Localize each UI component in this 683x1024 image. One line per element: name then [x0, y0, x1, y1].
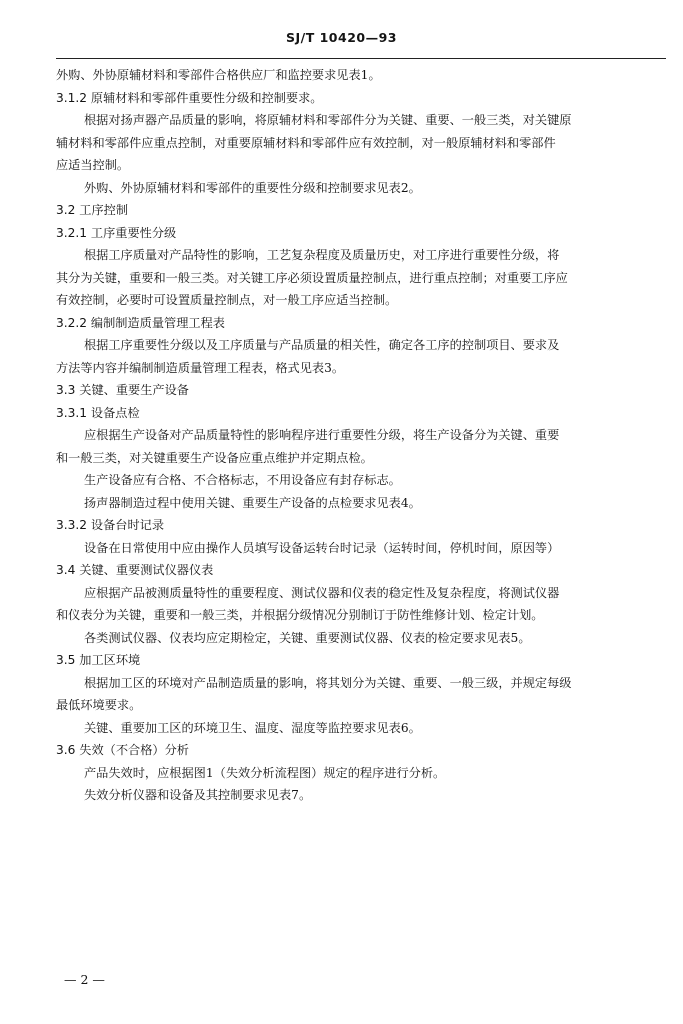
section-heading: 3.6 失效（不合格）分析	[56, 743, 189, 757]
section-heading: 3.1.2 原辅材料和零部件重要性分级和控制要求。	[56, 90, 323, 105]
section-heading: 3.3.2 设备台时记录	[56, 518, 165, 532]
body-text-line: 和仪表分为关键，重要和一般三类，并根据分级情况分别制订于防性维修计划、检定计划。	[56, 608, 544, 622]
section-heading: 3.5 加工区环境	[56, 653, 141, 667]
page-header: SJ/T 10420—93	[286, 30, 397, 45]
paragraph-first-line: 根据工序重要性分级以及工序质量与产品质量的相关性，确定各工序的控制项目、要求及	[84, 338, 560, 352]
paragraph-first-line: 根据工序质量对产品特性的影响，工艺复杂程度及质量历史，对工序进行重要性分级，将	[84, 248, 560, 262]
paragraph-first-line: 产品失效时，应根据图1（失效分析流程图）规定的程序进行分析。	[84, 765, 446, 780]
paragraph-first-line: 根据对扬声器产品质量的影响，将原辅材料和零部件分为关键、重要、一般三类，对关键原	[84, 113, 572, 127]
body-text-line: 最低环境要求。	[56, 698, 142, 712]
section-heading: 3.2 工序控制	[56, 203, 129, 217]
paragraph-first-line: 根据加工区的环境对产品制造质量的影响，将其划分为关键、重要、一般三级，并规定每级	[84, 675, 572, 690]
body-text-line: 其分为关键，重要和一般三类。对关键工序必须设置质量控制点，进行重点控制；对重要工序应	[56, 270, 568, 285]
header-rule	[56, 58, 666, 59]
body-text-line: 有效控制，必要时可设置质量控制点，对一般工序应适当控制。	[56, 293, 398, 307]
paragraph-first-line: 扬声器制造过程中使用关键、重要生产设备的点检要求见表4。	[84, 495, 421, 510]
body-text-line: 和一般三类，对关键重要生产设备应重点维护并定期点检。	[56, 450, 373, 465]
section-heading: 3.3.1 设备点检	[56, 405, 140, 420]
paragraph-first-line: 应根据生产设备对产品质量特性的影响程序进行重要性分级，将生产设备分为关键、重要	[84, 428, 560, 442]
section-heading: 3.3 关键、重要生产设备	[56, 383, 189, 397]
paragraph-first-line: 外购、外协原辅材料和零部件的重要性分级和控制要求见表2。	[84, 180, 421, 195]
body-text-line: 方法等内容并编制制造质量管理工程表，格式见表3。	[56, 360, 345, 375]
section-heading: 3.2.2 编制制造质量管理工程表	[56, 315, 225, 330]
body-text-line: 应适当控制。	[56, 158, 130, 172]
body-text-line: 辅材料和零部件应重点控制，对重要原辅材料和零部件应有效控制，对一般原辅材料和零部件	[56, 135, 556, 150]
paragraph-first-line: 应根据产品被测质量特性的重要程度、测试仪器和仪表的稳定性及复杂程度，将测试仪器	[84, 585, 560, 600]
body-text-line: 外购、外协原辅材料和零部件合格供应厂和监控要求见表1。	[56, 68, 381, 82]
paragraph-first-line: 设备在日常使用中应由操作人员填写设备运转台时记录（运转时间，停机时间，原因等）	[84, 540, 560, 555]
paragraph-first-line: 关键、重要加工区的环境卫生、温度、湿度等监控要求见表6。	[84, 720, 421, 735]
paragraph-first-line: 各类测试仪器、仪表均应定期检定，关键、重要测试仪器、仪表的检定要求见表5。	[84, 630, 531, 645]
document-body	[56, 64, 664, 807]
paragraph-first-line: 生产设备应有合格、不合格标志，不用设备应有封存标志。	[84, 473, 401, 487]
section-heading: 3.2.1 工序重要性分级	[56, 225, 177, 240]
page-number: — 2 —	[64, 972, 105, 987]
section-heading: 3.4 关键、重要测试仪器仪表	[56, 563, 214, 577]
paragraph-first-line: 失效分析仪器和设备及其控制要求见表7。	[84, 788, 312, 802]
